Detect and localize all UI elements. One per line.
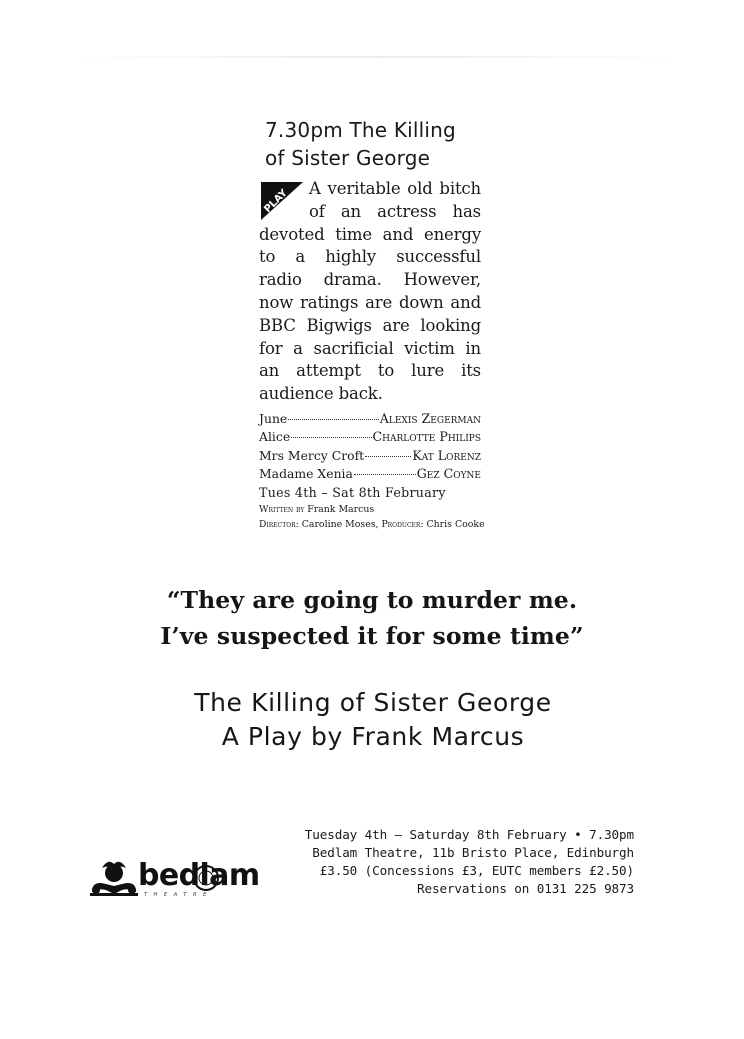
- listing-heading: 7.30pm The Killing of Sister George: [265, 118, 456, 170]
- producer-label: Producer:: [381, 518, 424, 530]
- cast-role: Madame Xenia: [259, 466, 353, 482]
- performance-info: [272, 826, 634, 898]
- play-badge-icon: [259, 180, 305, 222]
- listing-blurb: A veritable old bitch of an actress has devoted time and energy to a highly successful radio drama. However, now ratings are down and BBC Bigwigs are looking for a sacrificial victim in an attempt to lure its audience back.: [259, 179, 481, 404]
- director-label: Director:: [259, 518, 299, 530]
- performance-dates: Tuesday 4th – Saturday 8th February • 7.30pm: [304, 827, 634, 842]
- bedlam-logo: [88, 856, 274, 902]
- director-name: Caroline Moses,: [301, 518, 379, 530]
- pull-quote: [80, 582, 664, 654]
- ticket-prices: £3.50 (Concessions £3, EUTC members £2.50): [319, 863, 634, 878]
- logo-tagline: THEATRE: [144, 892, 213, 898]
- cast-role: Mrs Mercy Croft: [259, 447, 365, 463]
- play-badge-text: PLAY: [262, 187, 290, 216]
- scan-edge: [66, 56, 686, 58]
- director-producer-line: [259, 517, 485, 532]
- cast-list: [259, 410, 485, 532]
- venue-address: Bedlam Theatre, 11b Bristo Place, Edinburgh: [312, 845, 634, 860]
- leader-dots: [291, 425, 371, 438]
- leader-dots: [288, 407, 379, 420]
- logo-wordmark: bedlam: [138, 858, 260, 893]
- cast-actor: Kat Lorenz: [412, 447, 481, 463]
- cast-actor: Alexis Zegerman: [379, 410, 481, 426]
- written-by-name: Frank Marcus: [307, 503, 375, 515]
- play-badge: [259, 180, 305, 222]
- play-author-line: A Play by Frank Marcus: [221, 722, 525, 751]
- play-title-block: [90, 686, 656, 754]
- producer-name: Chris Cooke: [426, 518, 485, 530]
- listing-dates: Tues 4th – Sat 8th February: [259, 484, 446, 500]
- written-by-line: [259, 502, 481, 517]
- leader-dots: [354, 462, 416, 475]
- written-by-label: Written by: [259, 503, 305, 515]
- play-title: The Killing of Sister George: [194, 688, 552, 717]
- cast-actor: Charlotte Philips: [372, 429, 481, 445]
- cast-role: June: [259, 410, 288, 426]
- cast-role: Alice: [259, 429, 291, 445]
- quote-line-1: “They are going to murder me.: [166, 586, 578, 614]
- cast-row: [259, 465, 481, 484]
- play-listing: [259, 116, 485, 532]
- cast-actor: Gez Coyne: [416, 466, 481, 482]
- leader-dots: [365, 444, 411, 457]
- reservations-line: Reservations on 0131 225 9873: [417, 881, 634, 896]
- quote-line-2: I’ve suspected it for some time”: [160, 622, 584, 650]
